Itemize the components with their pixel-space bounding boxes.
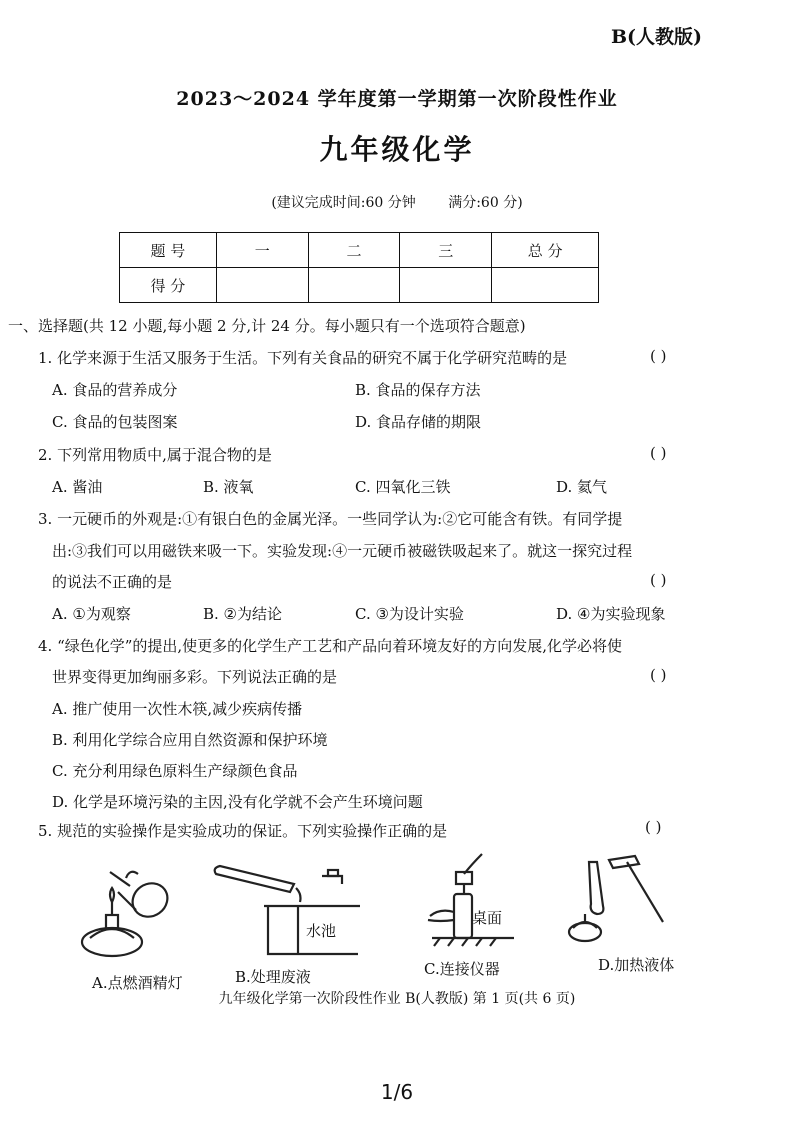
question-3-line2: 出:③我们可以用磁铁来吸一下。实验发现:④一元硬币被磁铁吸起来了。就这一探究过程 (52, 542, 633, 560)
question-4-line1: 4. “绿色化学”的提出,使更多的化学生产工艺和产品向着环境友好的方向发展,化学必将使 (38, 637, 622, 655)
score-cell: 题 号 (120, 233, 217, 268)
figure-c-label: C.连接仪器 (424, 960, 500, 978)
semester-title: 2023～2024 学年度第一学期第一次阶段性作业 (176, 88, 618, 110)
option-b: B. 液氧 (203, 478, 254, 496)
section-heading: 一、选择题(共 12 小题,每小题 2 分,计 24 分。每小题只有一个选项符合题意) (8, 317, 526, 335)
option-b: B. ②为结论 (203, 605, 283, 623)
alcohol-lamp-figure (70, 860, 180, 965)
score-table-header-row (120, 233, 599, 268)
question-3-line3: 的说法不正确的是 (52, 573, 173, 591)
score-table-score-row (120, 268, 599, 303)
figure-d-label: D.加热液体 (598, 956, 675, 974)
option-d: D. 化学是环境污染的主因,没有化学就不会产生环境问题 (52, 793, 423, 811)
page-title: 九年级化学 (319, 133, 475, 166)
figure-b-label: B.处理废液 (235, 968, 311, 986)
heating-liquid-figure (565, 852, 675, 947)
answer-blank: ( ) (650, 571, 667, 589)
option-b: B. 食品的保存方法 (355, 381, 481, 399)
option-a: A. 食品的营养成分 (52, 381, 178, 399)
score-cell: 一 (216, 233, 308, 268)
option-c: C. 充分利用绿色原料生产绿颜色食品 (52, 762, 298, 780)
answer-blank: ( ) (650, 666, 667, 684)
answer-blank: ( ) (645, 818, 662, 836)
connecting-instruments-figure (420, 850, 515, 960)
score-cell: 三 (400, 233, 492, 268)
question-3-line1: 3. 一元硬币的外观是:①有银白色的金属光泽。一些同学认为:②它可能含有铁。有同学提 (38, 510, 623, 528)
question-1-stem: 1. 化学来源于生活又服务于生活。下列有关食品的研究不属于化学研究范畴的是 (38, 349, 568, 367)
option-a: A. ①为观察 (52, 605, 131, 623)
score-cell: 得 分 (120, 268, 217, 303)
page-indicator: 1/6 (380, 1080, 414, 1104)
option-c: C. ③为设计实验 (355, 605, 464, 623)
answer-blank: ( ) (650, 347, 667, 365)
score-cell: 二 (308, 233, 400, 268)
question-4-line2: 世界变得更加绚丽多彩。下列说法正确的是 (52, 668, 338, 686)
edition-label: B(人教版) (610, 26, 702, 48)
table-label: 桌面 (472, 909, 503, 927)
score-table (119, 232, 599, 303)
question-5-stem: 5. 规范的实验操作是实验成功的保证。下列实验操作正确的是 (38, 822, 448, 840)
option-a: A. 推广使用一次性木筷,减少疾病传播 (52, 700, 303, 718)
score-cell: 总 分 (492, 233, 599, 268)
page-footer: 九年级化学第一次阶段性作业 B(人教版) 第 1 页(共 6 页) (218, 991, 576, 1007)
waste-disposal-figure (210, 862, 360, 962)
option-d: D. 食品存储的期限 (355, 413, 482, 431)
exam-meta (0, 192, 794, 212)
sink-label: 水池 (306, 922, 337, 940)
answer-blank: ( ) (650, 444, 667, 462)
option-c: C. 食品的包装图案 (52, 413, 178, 431)
option-d: D. ④为实验现象 (556, 605, 666, 623)
option-d: D. 氦气 (556, 478, 608, 496)
option-b: B. 利用化学综合应用自然资源和保护环境 (52, 731, 328, 749)
question-2-stem: 2. 下列常用物质中,属于混合物的是 (38, 446, 272, 464)
figure-a-label: A.点燃酒精灯 (92, 974, 183, 992)
score-input-cell[interactable] (492, 268, 599, 303)
option-c: C. 四氧化三铁 (355, 478, 451, 496)
score-input-cell[interactable] (308, 268, 400, 303)
full-score: 满分:60 分) (448, 195, 523, 211)
score-input-cell[interactable] (400, 268, 492, 303)
score-input-cell[interactable] (216, 268, 308, 303)
suggested-time: (建议完成时间:60 分钟 (271, 195, 416, 211)
option-a: A. 酱油 (52, 478, 103, 496)
